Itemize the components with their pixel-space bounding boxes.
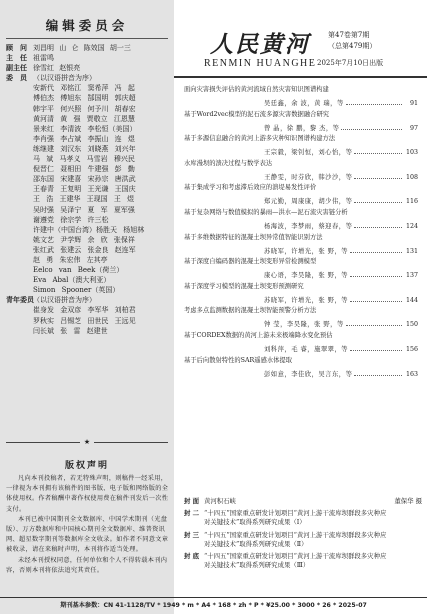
- journal-parameters: 期刊基本参数：CN 41-1128/TV * 1949 * m * A4 * 168 * zh * P * ¥25.00 * 3000 * 26 * 2025-07: [60, 602, 367, 609]
- member-line: 许建中（中国台湾）杨胜天 杨旭林: [33, 225, 145, 234]
- member-line: 赵 勇 朱宏伟 左其亭: [33, 255, 108, 264]
- cover-notes: [184, 497, 422, 573]
- leader-dots: [346, 99, 402, 105]
- copyright-paragraph: 未经本刊授权同意，任何单位和个人不得转载本刊内容，否则本刊将依法追究其责任。: [6, 556, 168, 574]
- leader-dots: [354, 222, 402, 228]
- article-authors: 苏晓军，许增光，张 野，等: [264, 296, 349, 304]
- board-row: [6, 43, 168, 53]
- cover-text: 黄河积石峡: [204, 497, 236, 505]
- cover-label: 封 面: [184, 497, 200, 505]
- member-line: 张红武 张建云 张金良 赵连军: [33, 245, 136, 254]
- leader-dots: [350, 247, 402, 253]
- cover-item: [184, 531, 422, 549]
- board-title: 编辑委员会: [45, 18, 129, 33]
- leader-dots: [350, 345, 402, 351]
- article-title: 水库漫坝的溃决过程与数学表达: [184, 159, 273, 167]
- article-page: 163: [405, 370, 418, 378]
- cover-label: 封 底: [184, 552, 200, 561]
- article-page: 124: [405, 222, 418, 230]
- member-line: 马 斌 马孝义 马雪岩 穆兴民: [33, 155, 135, 164]
- member-line: 王春青 王复明 王光谦 王国庆: [33, 185, 136, 194]
- youth-role-label: 青年委员: [6, 295, 34, 305]
- article-page: 97: [409, 124, 418, 132]
- article-page: 144: [405, 296, 418, 304]
- toc-entry[interactable]: [184, 182, 424, 207]
- leader-dots: [354, 173, 402, 179]
- member-line: 吴时强 吴泽宁 夏 军 夏军强: [33, 205, 135, 214]
- member-list: [6, 83, 168, 295]
- cover-credit: [388, 509, 422, 527]
- member-line: Eva Abal（澳大利亚）: [33, 276, 111, 285]
- member-line: 景来红 李清波 李松恒（美国）: [33, 124, 137, 133]
- member-line: 韩宇平 何兴照 何予川 胡春宏: [33, 104, 136, 113]
- editorial-board-column: [0, 0, 174, 614]
- toc-entry[interactable]: [184, 256, 424, 281]
- article-page: 156: [405, 345, 418, 353]
- star-divider: [6, 438, 168, 446]
- toc-entry[interactable]: [184, 84, 424, 109]
- member-line: 练继建 刘汉东 刘晓燕 刘兴年: [33, 144, 136, 153]
- issue-total: （总第479期）: [328, 42, 377, 50]
- article-title: 基于多源信息融合的黄河上游多灾种知识图谱构建方法: [184, 135, 336, 143]
- leader-dots: [350, 296, 402, 302]
- copyright-paragraph: 本刊已被中国期刊全文数据库、中国学术期刊（光盘版）、万方数据库和中国核心期刊全文数据库、维普资讯网、超星数字期刊等数据库全文收录。如作者不同意文章被收录，请在来稿时声明，本刊将作适当处理。: [6, 515, 169, 554]
- article-page: 131: [405, 247, 418, 255]
- leader-dots: [341, 124, 402, 130]
- article-page: 137: [405, 272, 418, 280]
- toc-entry[interactable]: [184, 232, 424, 257]
- toc-entry[interactable]: [184, 109, 424, 134]
- issue-info: [328, 30, 376, 52]
- article-title: 考虑多点监测数据的混凝土坝智能预警分析方法: [184, 307, 317, 315]
- member-line: 倪晋仁 聂相田 牛建强 彭 勤: [33, 165, 135, 174]
- article-authors: 彭如意，李佳欣，吴言东，等: [264, 370, 353, 378]
- article-title: 基于集成学习和考虑滞后效应的溃堤易发性评价: [184, 184, 317, 192]
- toc-entry[interactable]: [184, 305, 424, 330]
- role-names: 刘昌明 山 仑 陈效国 胡一三: [33, 44, 131, 52]
- role-names: 祖雷鸣: [33, 54, 54, 63]
- member-line: 邵东国 宋建喜 宋孙宗 唐洪武: [33, 175, 136, 184]
- masthead-rule: [174, 76, 427, 78]
- youth-member-list: [6, 305, 168, 335]
- board-row: [6, 63, 168, 73]
- leader-dots: [354, 370, 402, 376]
- article-authors: 苏晓军，许增光，张 野，等: [264, 247, 349, 255]
- article-page: 108: [405, 173, 418, 181]
- issue-date: 2025年7月10日出版: [317, 59, 384, 67]
- cover-label: 封 三: [184, 530, 200, 539]
- cover-text: “十四五”国家重点研发计划项目“黄河上游干流库坝群段多灾种应对关键技术”取得系列研究成果（Ⅲ）: [204, 552, 387, 570]
- role-names: 徐雪红 赵银亮: [33, 64, 81, 73]
- toc-entry[interactable]: [184, 158, 424, 183]
- journal-logo-english: RENMIN HUANGHE: [204, 58, 317, 69]
- member-line: 傅伯杰 傅旭东 郜国明 郭庆超: [33, 94, 136, 103]
- article-title: 基于复杂网络与数值模拟的暴雨—洪水—泥石流灾害链分析: [184, 208, 348, 216]
- board-row: [6, 53, 168, 63]
- article-authors: 刘科萍，毛 睿，施翠翠，等: [264, 345, 349, 353]
- member-line: 王 浩 王建华 王现国 王 煜: [33, 195, 135, 204]
- article-page: 103: [405, 149, 418, 157]
- issue-number: 第47卷第7期: [328, 31, 370, 39]
- youth-member-line: 闫长斌 张 雷 赵建世: [33, 326, 108, 335]
- article-title: 基于后向散射特性的SAR遥感水体提取: [184, 356, 293, 364]
- cover-credit: 董保华 摄: [394, 497, 422, 505]
- cover-item: [184, 552, 422, 570]
- board-row: [6, 73, 168, 83]
- toc-entry[interactable]: [184, 133, 424, 158]
- table-of-contents: [184, 84, 424, 379]
- toc-entry[interactable]: [184, 207, 424, 232]
- toc-entry[interactable]: [184, 330, 424, 355]
- article-title: 面向灾害损失评估的黄河流域自然灾害知识图谱构建: [184, 86, 329, 93]
- cover-text: “十四五”国家重点研发计划项目“黄河上游干流库坝群段多灾种应对关键技术”取得系列研究成果（Ⅱ）: [204, 530, 387, 548]
- leader-dots: [350, 271, 402, 277]
- contents-column: [174, 0, 427, 614]
- article-page: 116: [405, 198, 418, 206]
- copyright-text: [6, 474, 170, 576]
- star-icon: ★: [83, 438, 91, 446]
- leader-dots: [346, 320, 402, 326]
- cover-item: [184, 497, 422, 506]
- journal-logo: 人民黄河: [210, 31, 310, 58]
- youth-member-line: 崔身发 金双彦 李军华 刘柏君: [33, 306, 136, 315]
- role-label: 主 任: [6, 53, 27, 63]
- article-title: 基于深度自编码器的混凝土坝变形异常检测模型: [184, 258, 317, 266]
- toc-entry[interactable]: [184, 355, 424, 380]
- cover-credit: [388, 531, 422, 549]
- cover-item: [184, 509, 422, 527]
- article-page: 150: [405, 321, 418, 329]
- youth-note: （以汉语拼音为序）: [33, 296, 96, 305]
- role-label: 副主任: [6, 63, 27, 73]
- member-line: 黄河清 黄 强 贾敬立 江恩慧: [33, 114, 135, 123]
- member-line: 姚文艺 尹学辉 余 欣 张保祥: [33, 235, 135, 244]
- article-title: 基于多维数据特征的混凝土坝异常值智能识别方法: [184, 233, 323, 241]
- article-page: 91: [409, 100, 418, 107]
- member-line: Eelco van Beek（荷兰）: [33, 266, 124, 275]
- youth-member-line: 罗秋实 吕锡芝 田世民 王远见: [33, 316, 136, 325]
- member-line: Simon Spooner（英国）: [33, 286, 120, 295]
- role-label: 顾 问: [6, 43, 27, 52]
- article-authors: 康心语，李昊隆，张 野，等: [264, 272, 349, 280]
- article-authors: 郑元勤，周康康，胡少伟，等: [264, 198, 353, 206]
- article-authors: 王静雯，时芬欣，韩沙沙，等: [264, 173, 353, 181]
- role-label: 委 员: [6, 73, 27, 83]
- cover-label: 封 二: [184, 509, 200, 518]
- cover-credit: [388, 552, 422, 570]
- board-rule: [6, 38, 168, 39]
- board-members: [0, 43, 174, 336]
- article-authors: 杨海波，李梦雨，蔡迎春，等: [264, 222, 353, 230]
- member-line: 李肖强 李占斌 李振山 连 煜: [33, 134, 135, 143]
- article-title: 基于CORDEX数据的黄河上游未来极端降水变化预估: [184, 331, 333, 339]
- article-authors: 钟 莹，李昊隆，张 野，等: [264, 321, 344, 329]
- youth-row: [6, 295, 168, 305]
- role-names: （以汉语拼音为序）: [33, 74, 96, 83]
- leader-dots: [354, 148, 402, 154]
- member-line: 谢遵党 徐宗学 许三松: [33, 215, 109, 224]
- cover-text: “十四五”国家重点研发计划项目“黄河上游干流库坝群段多灾种应对关键技术”取得系列研究成果（Ⅰ）: [204, 509, 387, 527]
- copyright-paragraph: 凡向本刊投稿者，若无特殊声明，则稿件一经采用，一律视为本刊拥有该稿件的图书版、电子版和网络版的全体使用权。作者稿酬中著作权使用费在稿件刊发后一次性支付。: [6, 475, 169, 513]
- footer-rule: [0, 597, 427, 598]
- toc-entry[interactable]: [184, 281, 424, 306]
- article-authors: 吴廷鑫，余 波，黄 瑞，等: [264, 100, 344, 107]
- article-title: 基于Word2vec模型的泥石流多源灾害数据融合研究: [184, 110, 330, 118]
- copyright-title: 版权声明: [64, 461, 109, 471]
- article-authors: 王宗毅，梁钊恒，刘心怡，等: [264, 149, 353, 157]
- article-authors: 曾 晶，徐 鹏，黎 杰，等: [264, 124, 340, 132]
- article-title: 基于深度学习模型的混凝土坝变形预测研究: [184, 282, 304, 290]
- member-line: 安新代 邓铭江 窦希萍 冯 起: [33, 84, 135, 93]
- leader-dots: [354, 197, 402, 203]
